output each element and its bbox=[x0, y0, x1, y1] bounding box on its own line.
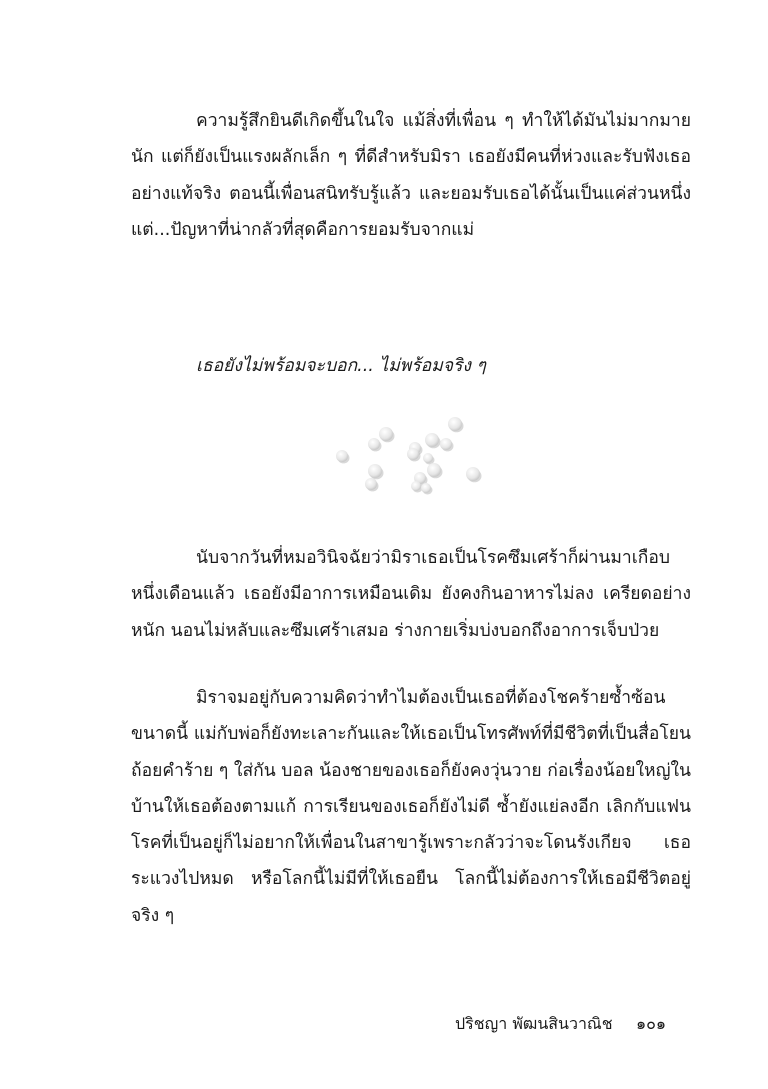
pill bbox=[421, 483, 431, 493]
paragraph-diagnosis: นับจากวันที่หมอวินิจฉัยว่ามิราเธอเป็นโรคซึมเศร้าก็ผ่านมาเกือบหนึ่งเดือนแล้ว เธอยังมีอาการเหมือนเดิม ยังคงกินอาหารไม่ลง เครียดอย่างหนัก นอนไม่หลับและซึมเศร้าเสมอ ร่างกายเริ่มบ่งบอกถึงอาการเจ็บป่วย bbox=[131, 548, 691, 641]
pill bbox=[448, 417, 462, 431]
pill bbox=[411, 481, 421, 491]
pill bbox=[440, 438, 452, 450]
pill bbox=[379, 427, 393, 441]
pill bbox=[336, 450, 348, 462]
footer-author: ปริชญา พัฒนสินวาณิช bbox=[455, 1014, 613, 1033]
pill bbox=[407, 448, 419, 460]
pill bbox=[427, 463, 441, 477]
paragraph-joy: ความรู้สึกยินดีเกิดขึ้นในใจ แม้สิ่งที่เพื่อน ๆ ทำให้ได้มันไม่มากมายนัก แต่ก็ยังเป็นแรงผลักเล็ก ๆ ที่ดีสำหรับมิรา เธอยังมีคนที่ห่วงและรับฟังเธออย่างแท้จริง ตอนนี้เพื่อนสนิทรับรู้แล้ว และยอมรับเธอได้นั้นเป็นแค่ส่วนหนึ่ง แต่...ปัญหาที่น่ากลัวที่สุดคือการยอมรับจากแม่ bbox=[131, 111, 691, 240]
pill bbox=[425, 433, 439, 447]
italic-thought: เธอยังไม่พร้อมจะบอก... ไม่พร้อมจริง ๆ bbox=[196, 356, 486, 376]
pill bbox=[466, 467, 480, 481]
page-number: ๑๐๑ bbox=[636, 1014, 667, 1033]
scattered-pills-icon bbox=[330, 410, 500, 500]
pill bbox=[368, 464, 382, 478]
pill bbox=[423, 453, 433, 463]
pill bbox=[365, 478, 377, 490]
pill bbox=[368, 438, 380, 450]
paragraph-misfortune: มิราจมอยู่กับความคิดว่าทำไมต้องเป็นเธอที่ต้องโชคร้ายซ้ำซ้อนขนาดนี้ แม่กับพ่อก็ยังทะเลาะกันและให้เธอเป็นโทรศัพท์ที่มีชีวิตที่เป็นสื่อโยนถ้อยคำร้าย ๆ ใส่กัน บอล น้องชายของเธอก็ยังคงวุ่นวาย ก่อเรื่องน้อยใหญ่ในบ้านให้เธอต้องตามแก้ การเรียนของเธอก็ยังไม่ดี ซ้ำยังแย่ลงอีก เลิกกับแฟน โรคที่เป็นอยู่ก็ไม่อยากให้เพื่อนในสาขารู้เพราะกลัวว่าจะโดนรังเกียจ เธอระแวงไปหมด หรือโลกนี้ไม่มีที่ให้เธอยืน โลกนี้ไม่ต้องการให้เธอมีชีวิตอยู่จริง ๆ bbox=[131, 688, 691, 926]
